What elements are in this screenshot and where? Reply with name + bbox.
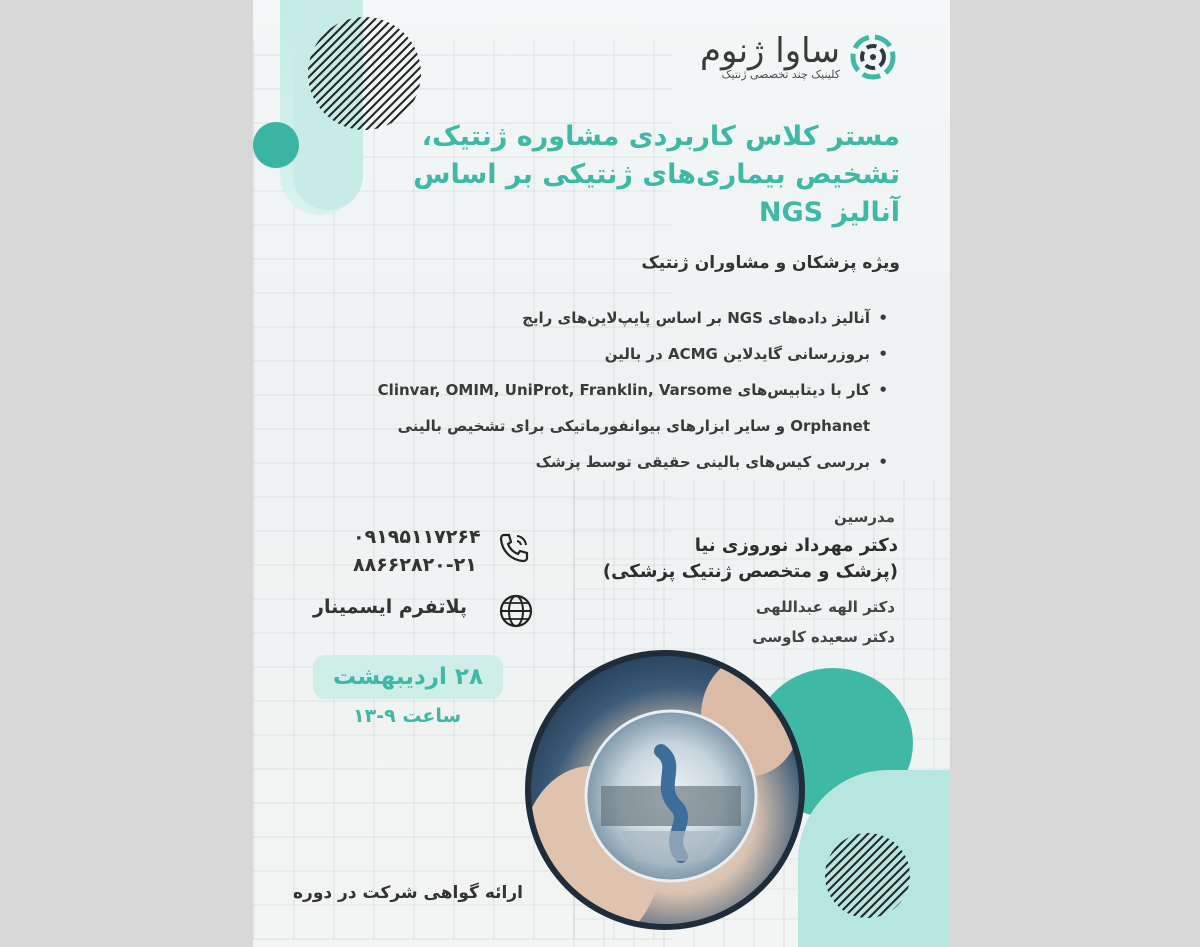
dna-ring-logo-icon: [848, 32, 898, 82]
title-line-2: تشخیص بیماری‌های ژنتیکی بر اساس: [413, 159, 900, 190]
list-item: • آنالیز داده‌های NGS بر اساس پایپ‌لاین‌های رایج: [330, 300, 870, 336]
list-item: • بروزرسانی گایدلاین ACMG در بالین: [330, 336, 870, 372]
teacher-third: دکتر سعیده کاوسی: [752, 628, 895, 646]
globe-icon: [499, 594, 533, 628]
decor-hatched-circle-bottom: [825, 833, 910, 918]
page-title: [340, 118, 900, 232]
list-item: • کار با دیتابیس‌های Clinvar, OMIM, UniProt, Franklin, Varsome: [330, 372, 870, 408]
date-badge: ۲۸ اردیبهشت: [313, 655, 503, 699]
phone-icon: [496, 530, 532, 566]
time-text: ساعت ۹-۱۳: [353, 705, 462, 727]
logo: [700, 32, 898, 82]
phone-numbers: [353, 523, 481, 579]
phone-number-2[interactable]: ۸۸۶۶۲۸۲۰-۲۱: [353, 554, 477, 576]
logo-text: [699, 30, 840, 81]
logo-name: ساوا ژنوم: [699, 30, 840, 71]
certificate-text: ارائه گواهی شرکت در دوره: [293, 883, 523, 903]
phone-number-1[interactable]: ۰۹۱۹۵۱۱۷۲۶۴: [353, 526, 481, 548]
logo-subtitle: کلینیک چند تخصصی ژنتیک: [721, 67, 840, 81]
platform-text: پلاتفرم ایسمینار: [313, 596, 468, 618]
decor-teal-dot: [253, 122, 299, 168]
list-item-continuation: Orphanet و سایر ابزارهای بیوانفورماتیکی برای تشخیص بالینی: [397, 417, 870, 435]
title-line-1: مستر کلاس کاربردی مشاوره ژنتیک،: [421, 121, 900, 152]
teachers-label: مدرسین: [834, 508, 895, 526]
decor-hatched-circle-top: [308, 17, 421, 130]
poster: [253, 0, 950, 947]
teacher-main-name: دکتر مهرداد نوروزی نیا: [694, 535, 898, 556]
subtitle: ویژه پزشکان و مشاوران ژنتیک: [641, 253, 900, 273]
title-line-3: آنالیز NGS: [758, 197, 900, 228]
teacher-main-role: (پزشک و متخصص ژنتیک پزشکی): [602, 561, 898, 582]
topic-list: [330, 300, 888, 480]
list-item: • بررسی کیس‌های بالینی حقیقی توسط پزشک: [330, 444, 870, 480]
teacher-main: [603, 533, 898, 585]
crystal-ball-image: [525, 650, 805, 930]
teacher-second: دکتر الهه عبداللهی: [755, 598, 895, 616]
